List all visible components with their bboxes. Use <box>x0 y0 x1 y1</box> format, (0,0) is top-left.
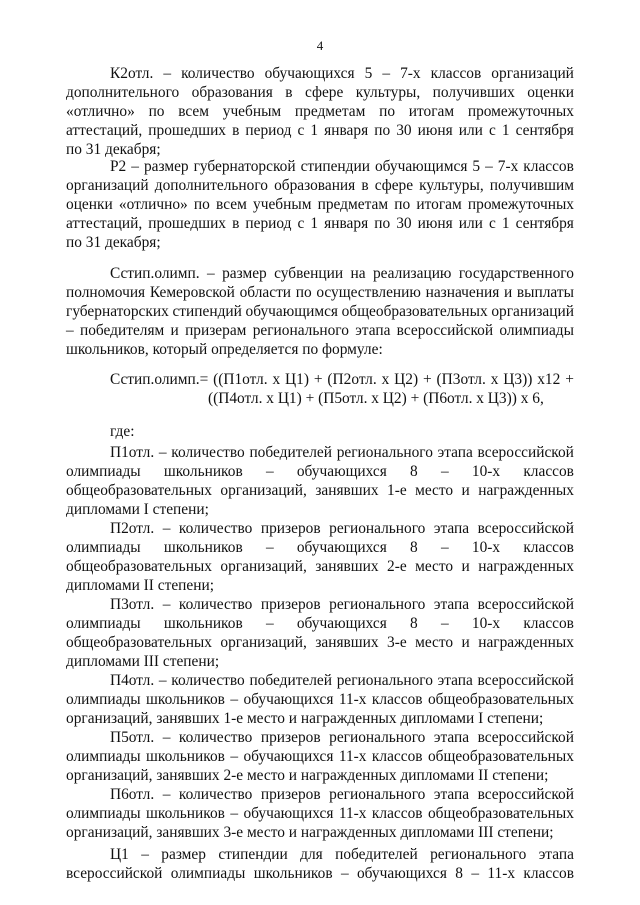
text-line: общеобразовательных организаций, занявших 1-е место и награжденных <box>66 482 574 499</box>
text-line: дипломами III степени; <box>66 653 220 670</box>
text-line: по 31 декабря; <box>66 141 161 158</box>
text-line: по 31 декабря; <box>66 234 161 251</box>
text-line: организаций, занявших 3-е место и награжденных дипломами III степени; <box>66 824 554 841</box>
text-line: организаций, занявших 1-е место и награжденных дипломами I степени; <box>66 710 544 727</box>
text-line: дополнительного образования в сфере культуры, получивших оценки <box>66 84 574 101</box>
text-line: оценки «отлично» по всем учебным предметам по итогам промежуточных <box>66 196 574 213</box>
text-line: олимпиады школьников – обучающихся 8 – 10-х классов <box>66 615 574 632</box>
text-line: олимпиады школьников – обучающихся 11-х классов общеобразовательных <box>66 691 574 708</box>
text-line: губернаторских стипендий обучающимся общеобразовательных организаций <box>66 303 574 320</box>
page-number: 4 <box>316 38 324 53</box>
text-line: «отлично» по всем учебным предметам по итогам промежуточных <box>66 103 574 120</box>
text-line: П1отл. – количество победителей регионального этапа всероссийской <box>110 444 574 461</box>
text-line: П4отл. – количество победителей регионального этапа всероссийской <box>110 672 574 689</box>
text-line: П3отл. – количество призеров регионального этапа всероссийской <box>110 596 574 613</box>
text-line: дипломами I степени; <box>66 501 209 518</box>
text-line: Ц1 – размер стипендии для победителей регионального этапа <box>110 846 574 863</box>
text-line: олимпиады школьников – обучающихся 8 – 10-х классов <box>66 463 574 480</box>
text-line: организаций дополнительного образования в сфере культуры, получившим <box>66 177 574 194</box>
text-line: организаций, занявших 2-е место и награжденных дипломами II степени; <box>66 767 549 784</box>
text-line: полномочия Кемеровской области по осуществлению назначения и выплаты <box>66 284 574 301</box>
text-line: олимпиады школьников – обучающихся 11-х классов общеобразовательных <box>66 748 574 765</box>
text-line: П2отл. – количество призеров регионального этапа всероссийской <box>110 520 574 537</box>
text-line: где: <box>110 423 135 440</box>
text-line: П6отл. – количество призеров регионального этапа всероссийской <box>110 786 574 803</box>
text-line: общеобразовательных организаций, занявших 3-е место и награжденных <box>66 634 574 651</box>
text-line: всероссийской олимпиады школьников – обучающихся 8 – 11-х классов <box>66 865 574 882</box>
text-line: аттестаций, прошедших в период с 1 января по 30 июня или с 1 сентября <box>66 215 574 232</box>
text-line: дипломами II степени; <box>66 577 214 594</box>
text-line: Сстип.олимп.= ((П1отл. х Ц1) + (П2отл. х Ц2) + (П3отл. х Ц3)) х12 + <box>110 371 574 388</box>
text-line: Сстип.олимп. – размер субвенции на реализацию государственного <box>110 265 574 282</box>
text-line: Р2 – размер губернаторской стипендии обучающимся 5 – 7-х классов <box>110 158 574 175</box>
text-line: школьников, который определяется по формуле: <box>66 341 383 358</box>
text-line: К2отл. – количество обучающихся 5 – 7-х классов организаций <box>110 65 574 82</box>
text-line: общеобразовательных организаций, занявших 2-е место и награжденных <box>66 558 574 575</box>
text-line: ((П4отл. х Ц1) + (П5отл. х Ц2) + (П6отл. х Ц3)) х 6, <box>208 390 544 407</box>
text-line: олимпиады школьников – обучающихся 8 – 10-х классов <box>66 539 574 556</box>
text-line: – победителям и призерам регионального этапа всероссийской олимпиады <box>66 322 574 339</box>
text-line: П5отл. – количество призеров регионального этапа всероссийской <box>110 729 574 746</box>
text-line: олимпиады школьников – обучающихся 11-х классов общеобразовательных <box>66 805 574 822</box>
text-line: аттестаций, прошедших в период с 1 января по 30 июня или с 1 сентября <box>66 122 574 139</box>
